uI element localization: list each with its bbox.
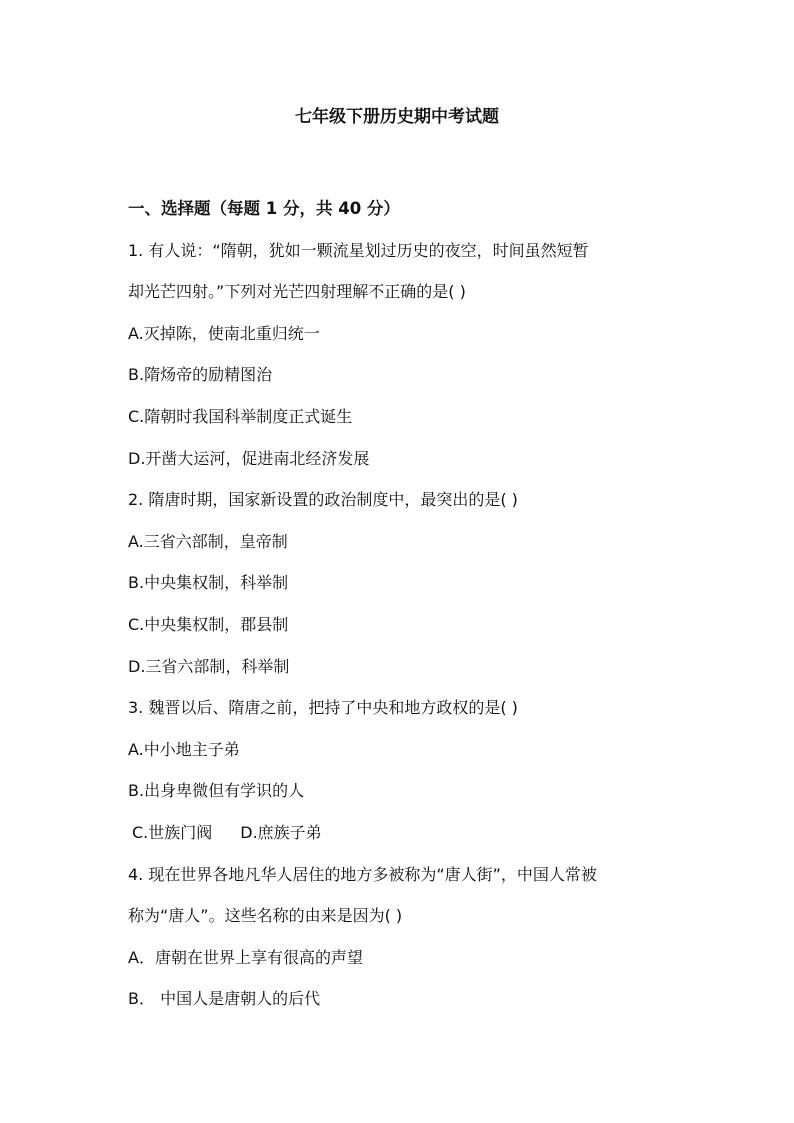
answer-option: A．唐朝在世界上享有很高的声望 [128, 947, 363, 967]
answer-option: C.隋朝时我国科举制度正式诞生 [128, 406, 353, 426]
answer-option: A.中小地主子弟 [128, 739, 240, 759]
question-3 [128, 687, 688, 853]
question-stem-line: 2. 隋唐时期，国家新设置的政治制度中，最突出的是( ) [128, 490, 518, 510]
question-stem-line: 1. 有人说：“隋朝，犹如一颗流星划过历史的夜空，时间虽然短暂 [128, 240, 589, 260]
answer-option: B． 中国人是唐朝人的后代 [128, 989, 321, 1009]
section-heading: 一、选择题（每题 1 分，共 40 分） [128, 199, 400, 218]
answer-option: A.灭掉陈，使南北重归统一 [128, 323, 320, 343]
answer-option: C.世族门阀 [132, 822, 213, 842]
exam-content [128, 188, 688, 1020]
answer-option: D.开凿大运河，促进南北经济发展 [128, 448, 370, 468]
question-1 [128, 230, 688, 480]
question-2 [128, 479, 688, 687]
page-title: 七年级下册历史期中考试题 [295, 107, 499, 127]
question-stem-line: 3. 魏晋以后、隋唐之前，把持了中央和地方政权的是( ) [128, 698, 518, 718]
answer-option: A.三省六部制，皇帝制 [128, 531, 288, 551]
answer-option: D.庶族子弟 [240, 822, 322, 842]
answer-option: C.中央集权制，郡县制 [128, 614, 289, 634]
answer-option: B.隋炀帝的励精图治 [128, 365, 273, 385]
question-stem-line: 称为“唐人”。这些名称的由来是因为( ) [128, 906, 403, 926]
question-stem-line: 4. 现在世界各地凡华人居住的地方多被称为“唐人街”，中国人常被 [128, 864, 597, 884]
answer-option: B.中央集权制，科举制 [128, 573, 289, 593]
inline-options-row [128, 812, 688, 854]
answer-option: D.三省六部制，科举制 [128, 656, 290, 676]
question-4 [128, 854, 688, 1020]
question-stem-line: 却光芒四射。”下列对光芒四射理解不正确的是( ) [128, 282, 466, 302]
answer-option: B.出身卑微但有学识的人 [128, 781, 305, 801]
